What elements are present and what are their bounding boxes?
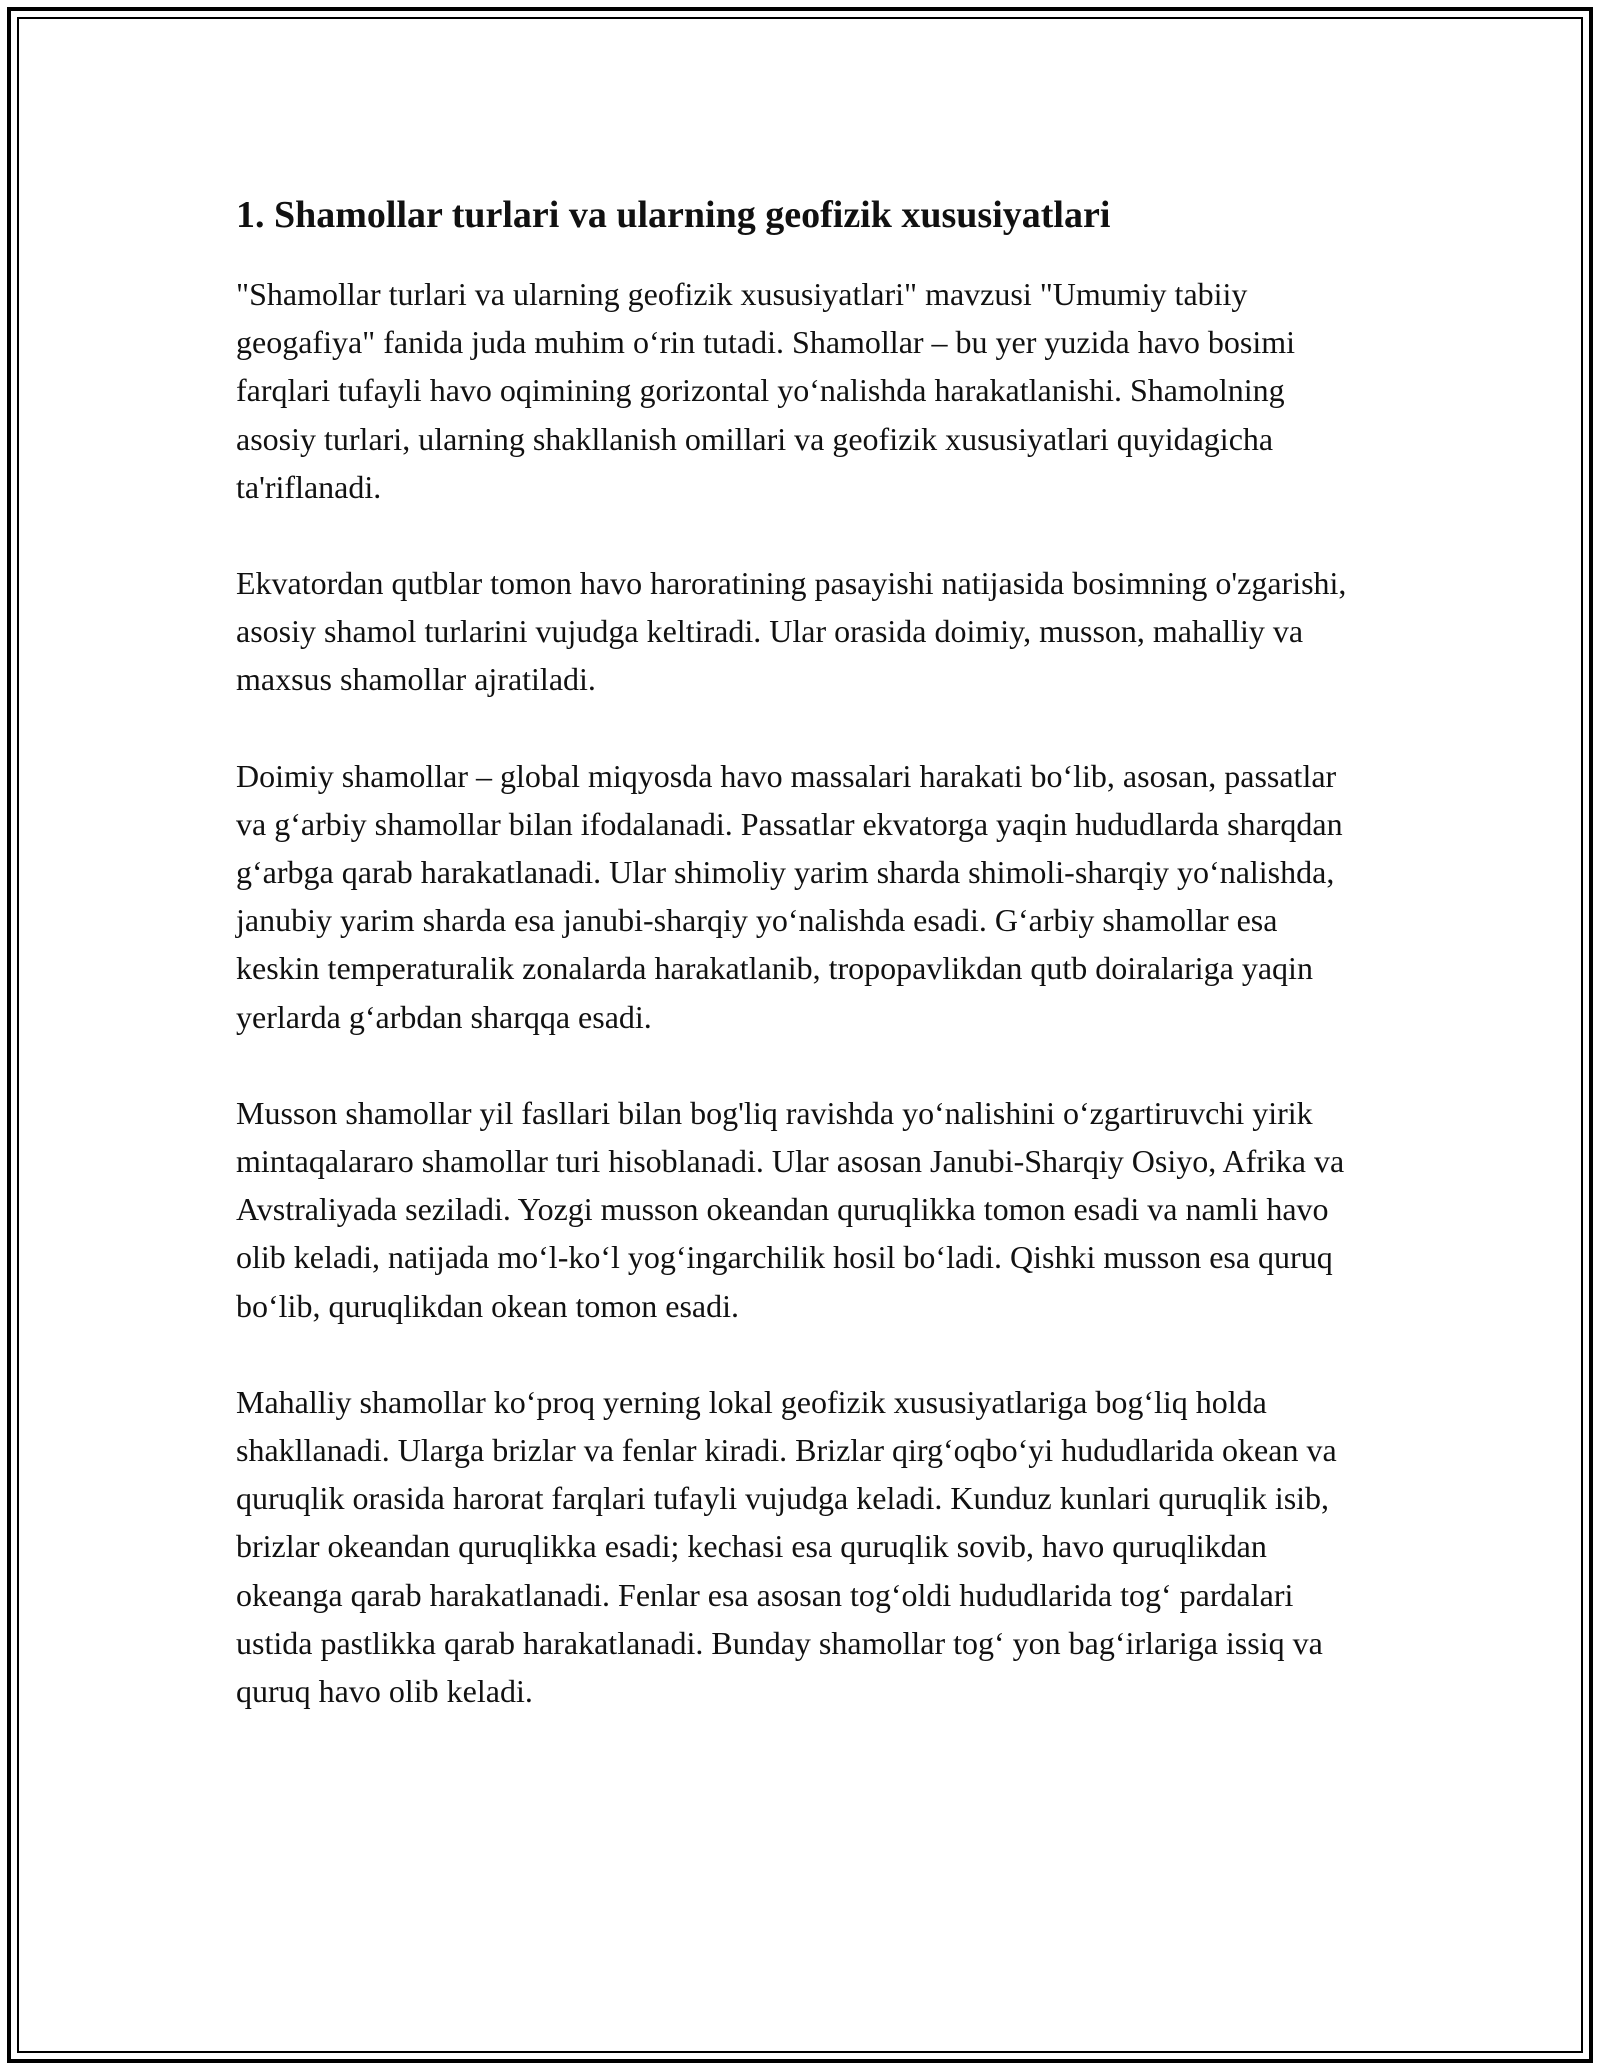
- document-body: [236, 188, 1366, 1763]
- paragraph-local-winds: Mahalliy shamollar ko‘proq yerning lokal geofizik xususiyatlariga bog‘liq holda shakllanadi. Ularga brizlar va fenlar kiradi. Brizlar qirg‘oqbo‘yi hududlarida okean va quruqlik orasida harorat farqlari tufayli vujudga keladi. Kunduz kunlari quruqlik isib, brizlar okeandan quruqlikka esadi; kechasi esa quruqlik sovib, havo quruqlikdan okeanga qarab harakatlanadi. Fenlar esa asosan tog‘oldi hududlarida tog‘ pardalari ustida pastlikka qarab harakatlanadi. Bunday shamollar tog‘ yon bag‘irlariga issiq va quruq havo olib keladi.: [236, 1383, 1337, 1710]
- paragraph-wind-types: Ekvatordan qutblar tomon havo haroratining pasayishi natijasida bosimning o'zgarishi, asosiy shamol turlarini vujudga keltiradi. Ular orasida doimiy, musson, mahalliy va maxsus shamollar ajratiladi.: [236, 565, 1347, 698]
- paragraph-permanent-winds: Doimiy shamollar – global miqyosda havo massalari harakati bo‘lib, asosan, passatlar va g‘arbiy shamollar bilan ifodalanadi. Passatlar ekvatorga yaqin hududlarda sharqdan g‘arbga qarab harakatlanadi. Ular shimoliy yarim sharda shimoli-sharqiy yo‘nalishda, janubiy yarim sharda esa janubi-sharqiy yo‘nalishda esadi. G‘arbiy shamollar esa keskin temperaturalik zonalarda harakatlanib, tropopavlikdan qutb doiralariga yaqin yerlarda g‘arbdan sharqqa esadi.: [236, 757, 1343, 1035]
- paragraph-monsoon-winds: Musson shamollar yil fasllari bilan bog'liq ravishda yo‘nalishini o‘zgartiruvchi yirik mintaqalararo shamollar turi hisoblanadi. Ular asosan Janubi-Sharqiy Osiyo, Afrika va Avstraliyada seziladi. Yozgi musson okeandan quruqlikka tomon esadi va namli havo olib keladi, natijada mo‘l-ko‘l yog‘ingarchilik hosil bo‘ladi. Qishki musson esa quruq bo‘lib, quruqlikdan okean tomon esadi.: [236, 1094, 1345, 1324]
- document-title: 1. Shamollar turlari va ularning geofizik xususiyatlari: [236, 194, 1111, 236]
- paragraph-intro: "Shamollar turlari va ularning geofizik xususiyatlari" mavzusi "Umumiy tabiiy geogafiya" fanida juda muhim o‘rin tutadi. Shamollar – bu yer yuzida havo bosimi farqlari tufayli havo oqimining gorizontal yo‘nalishda harakatlanishi. Shamolning asosiy turlari, ularning shakllanish omillari va geofizik xususiyatlari quyidagicha ta'riflanadi.: [236, 276, 1296, 505]
